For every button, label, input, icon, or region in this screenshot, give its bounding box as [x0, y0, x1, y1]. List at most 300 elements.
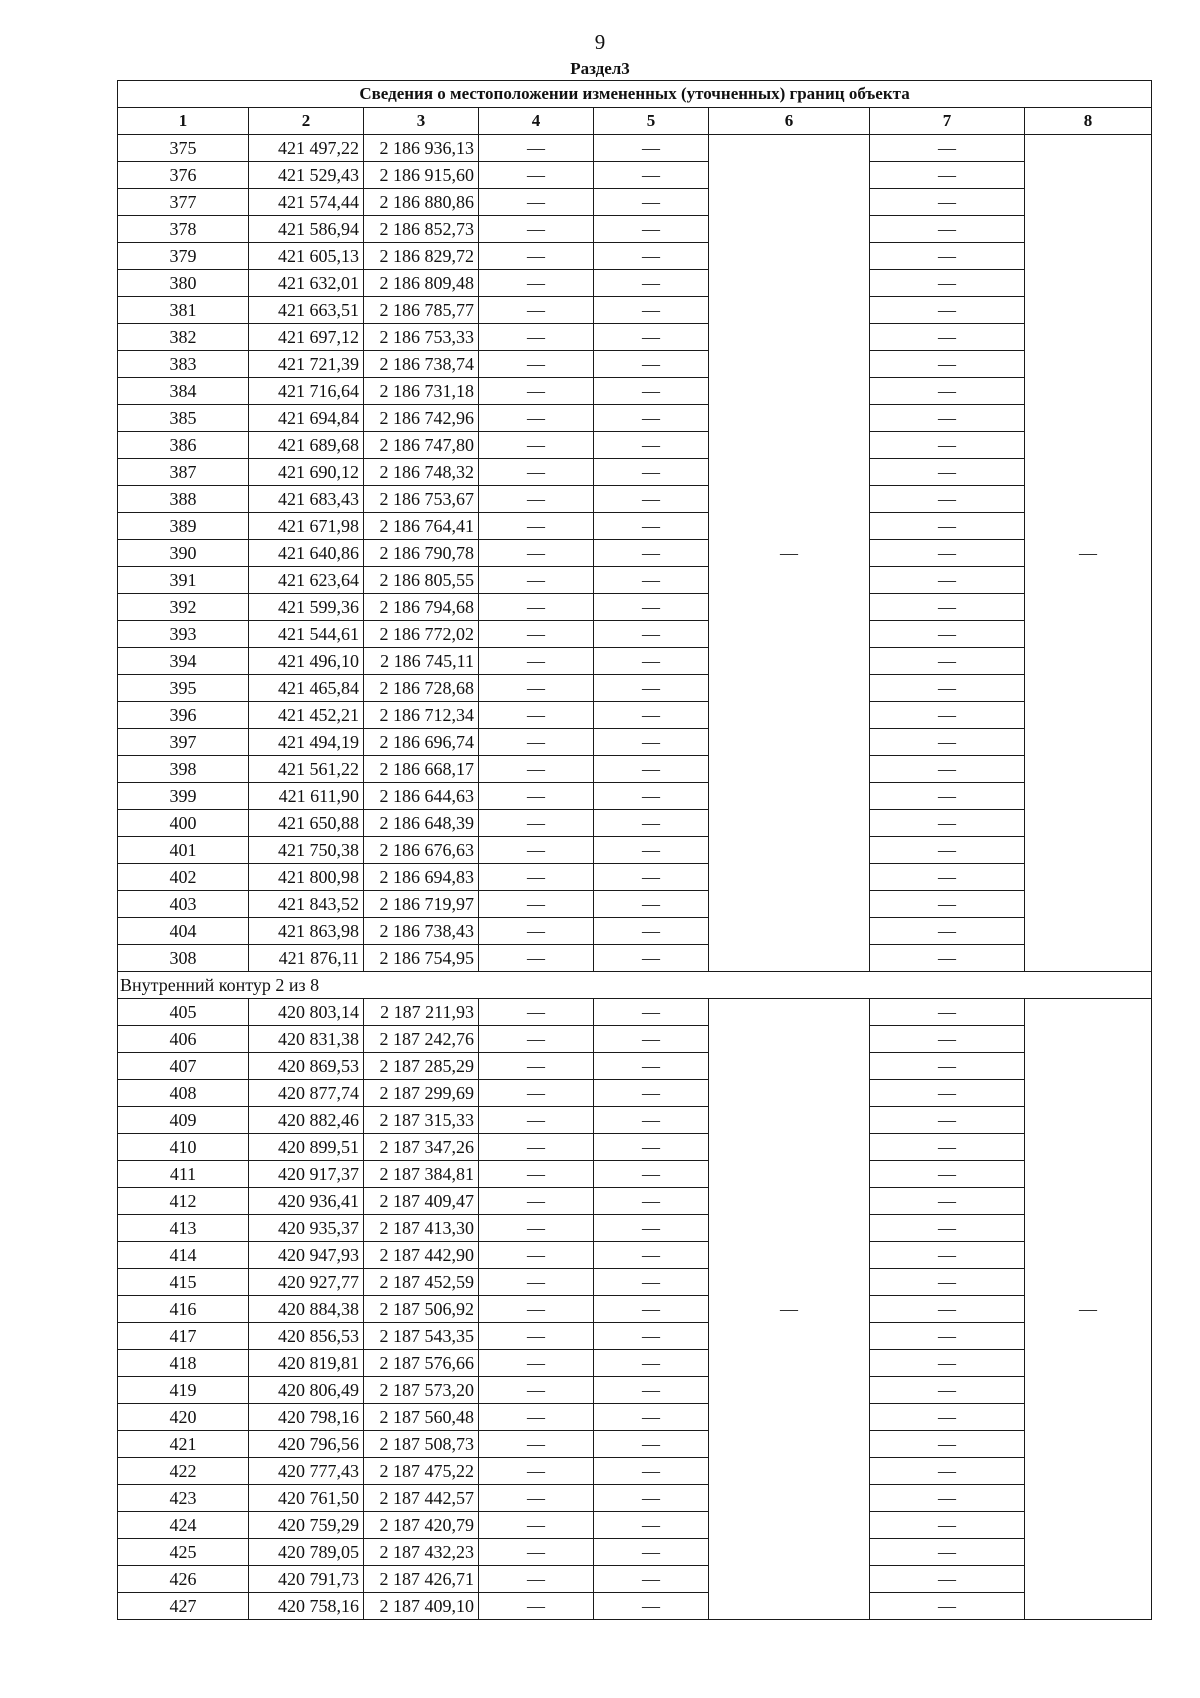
coordinate-x: 421 697,12: [249, 324, 364, 351]
coordinate-x: 420 869,53: [249, 1053, 364, 1080]
coordinate-x: 420 803,14: [249, 999, 364, 1026]
dash-cell: —: [479, 1458, 594, 1485]
point-number: 413: [118, 1215, 249, 1242]
coordinate-y: 2 186 696,74: [364, 729, 479, 756]
coordinate-y: 2 187 299,69: [364, 1080, 479, 1107]
dash-cell: —: [479, 810, 594, 837]
table-row: [118, 378, 1152, 405]
table-row: [118, 1485, 1152, 1512]
dash-cell: —: [479, 1350, 594, 1377]
coordinate-x: 421 599,36: [249, 594, 364, 621]
coordinate-x: 420 791,73: [249, 1566, 364, 1593]
coordinate-x: 420 806,49: [249, 1377, 364, 1404]
coordinate-y: 2 186 745,11: [364, 648, 479, 675]
point-number: 375: [118, 135, 249, 162]
table-row: [118, 594, 1152, 621]
dash-cell: —: [479, 648, 594, 675]
table-row: [118, 1323, 1152, 1350]
coordinate-y: 2 186 753,67: [364, 486, 479, 513]
coordinate-y: 2 187 347,26: [364, 1134, 479, 1161]
dash-cell: —: [594, 729, 709, 756]
dash-cell: —: [479, 540, 594, 567]
dash-cell: —: [479, 1593, 594, 1620]
dash-cell: —: [479, 270, 594, 297]
dash-cell: —: [870, 1377, 1025, 1404]
coordinate-y: 2 186 644,63: [364, 783, 479, 810]
dash-cell: —: [479, 1242, 594, 1269]
coordinate-x: 421 876,11: [249, 945, 364, 972]
dash-cell: —: [870, 189, 1025, 216]
coordinate-y: 2 186 753,33: [364, 324, 479, 351]
coordinate-x: 421 561,22: [249, 756, 364, 783]
dash-cell: —: [870, 270, 1025, 297]
column-number: 7: [870, 108, 1025, 135]
dash-cell: —: [479, 1377, 594, 1404]
column-number-row: [118, 108, 1152, 135]
dash-cell: —: [479, 594, 594, 621]
coordinate-x: 421 650,88: [249, 810, 364, 837]
coordinate-y: 2 186 668,17: [364, 756, 479, 783]
dash-cell: —: [479, 189, 594, 216]
column-number: 8: [1025, 108, 1152, 135]
table-caption: Сведения о местоположении измененных (уточненных) границ объекта: [118, 81, 1152, 108]
dash-cell: —: [594, 756, 709, 783]
point-number: 400: [118, 810, 249, 837]
point-number: 414: [118, 1242, 249, 1269]
coordinate-y: 2 187 452,59: [364, 1269, 479, 1296]
dash-cell: —: [594, 1593, 709, 1620]
table-row: [118, 1134, 1152, 1161]
coordinate-y: 2 186 728,68: [364, 675, 479, 702]
coordinate-y: 2 186 772,02: [364, 621, 479, 648]
table-row: [118, 540, 1152, 567]
table-row: [118, 1269, 1152, 1296]
coordinate-x: 421 671,98: [249, 513, 364, 540]
coordinate-y: 2 187 508,73: [364, 1431, 479, 1458]
point-number: 408: [118, 1080, 249, 1107]
dash-cell: —: [594, 162, 709, 189]
point-number: 419: [118, 1377, 249, 1404]
coordinate-x: 421 683,43: [249, 486, 364, 513]
coordinate-x: 420 884,38: [249, 1296, 364, 1323]
point-number: 424: [118, 1512, 249, 1539]
coordinate-y: 2 187 442,90: [364, 1242, 479, 1269]
point-number: 390: [118, 540, 249, 567]
dash-cell: —: [479, 999, 594, 1026]
page-number: 9: [594, 30, 606, 54]
dash-cell: —: [594, 1512, 709, 1539]
dash-cell: —: [594, 405, 709, 432]
point-number: 383: [118, 351, 249, 378]
coordinate-x: 421 465,84: [249, 675, 364, 702]
point-number: 376: [118, 162, 249, 189]
dash-cell: —: [479, 243, 594, 270]
dash-cell: —: [870, 378, 1025, 405]
dash-cell: —: [594, 324, 709, 351]
dash-cell: —: [870, 648, 1025, 675]
dash-cell: —: [594, 837, 709, 864]
dash-cell: —: [594, 1107, 709, 1134]
table-row: [118, 1350, 1152, 1377]
point-number: 406: [118, 1026, 249, 1053]
point-number: 411: [118, 1161, 249, 1188]
dash-cell: —: [870, 702, 1025, 729]
dash-cell: —: [594, 1377, 709, 1404]
column-number: 4: [479, 108, 594, 135]
table-row: [118, 702, 1152, 729]
point-number: 397: [118, 729, 249, 756]
dash-cell: —: [479, 1296, 594, 1323]
coordinate-x: 420 831,38: [249, 1026, 364, 1053]
dash-cell: —: [870, 810, 1025, 837]
coordinate-x: 420 796,56: [249, 1431, 364, 1458]
table-row: [118, 729, 1152, 756]
dash-cell: —: [594, 1188, 709, 1215]
dash-cell: —: [594, 1215, 709, 1242]
dash-cell: —: [594, 1053, 709, 1080]
point-number: 395: [118, 675, 249, 702]
dash-cell: —: [594, 1161, 709, 1188]
table-row: [118, 891, 1152, 918]
column-number: 2: [249, 108, 364, 135]
point-number: 379: [118, 243, 249, 270]
point-number: 404: [118, 918, 249, 945]
coordinate-y: 2 186 754,95: [364, 945, 479, 972]
dash-cell: —: [594, 1539, 709, 1566]
dash-cell: —: [870, 1188, 1025, 1215]
dash-cell: —: [870, 1323, 1025, 1350]
dash-cell: —: [479, 1161, 594, 1188]
point-number: 394: [118, 648, 249, 675]
table-row: [118, 648, 1152, 675]
dash-cell: —: [479, 945, 594, 972]
dash-cell: —: [870, 1107, 1025, 1134]
coordinate-y: 2 186 936,13: [364, 135, 479, 162]
dash-cell: —: [870, 1512, 1025, 1539]
dash-cell: —: [479, 216, 594, 243]
dash-cell: —: [870, 1134, 1025, 1161]
dash-cell: —: [479, 729, 594, 756]
column-number: 1: [118, 108, 249, 135]
coordinate-y: 2 186 738,43: [364, 918, 479, 945]
dash-cell: —: [870, 918, 1025, 945]
dash-cell: —: [870, 783, 1025, 810]
table-row: [118, 351, 1152, 378]
coordinate-y: 2 187 432,23: [364, 1539, 479, 1566]
table-row: [118, 324, 1152, 351]
contour-label: Внутренний контур 2 из 8: [118, 972, 1152, 999]
dash-cell: —: [870, 432, 1025, 459]
coordinate-x: 421 494,19: [249, 729, 364, 756]
point-number: 420: [118, 1404, 249, 1431]
dash-cell: —: [479, 351, 594, 378]
table-row: [118, 675, 1152, 702]
dash-cell: —: [870, 1026, 1025, 1053]
dash-cell: —: [479, 405, 594, 432]
coordinate-y: 2 187 442,57: [364, 1485, 479, 1512]
table-row: [118, 756, 1152, 783]
dash-cell: —: [870, 621, 1025, 648]
point-number: 415: [118, 1269, 249, 1296]
point-number: 402: [118, 864, 249, 891]
merged-dash-cell: —: [709, 999, 870, 1620]
coordinate-x: 421 586,94: [249, 216, 364, 243]
coordinate-x: 420 927,77: [249, 1269, 364, 1296]
dash-cell: —: [594, 1431, 709, 1458]
coordinate-x: 420 917,37: [249, 1161, 364, 1188]
table-row: [118, 1215, 1152, 1242]
dash-cell: —: [479, 783, 594, 810]
coordinate-x: 421 750,38: [249, 837, 364, 864]
dash-cell: —: [479, 1053, 594, 1080]
dash-cell: —: [594, 270, 709, 297]
dash-cell: —: [479, 837, 594, 864]
dash-cell: —: [870, 513, 1025, 540]
dash-cell: —: [870, 837, 1025, 864]
coordinate-x: 420 856,53: [249, 1323, 364, 1350]
coordinate-x: 421 529,43: [249, 162, 364, 189]
table-row: [118, 1242, 1152, 1269]
coordinate-x: 420 882,46: [249, 1107, 364, 1134]
coordinate-x: 420 899,51: [249, 1134, 364, 1161]
table-row: [118, 189, 1152, 216]
table-row: [118, 621, 1152, 648]
table-row: [118, 1512, 1152, 1539]
dash-cell: —: [594, 945, 709, 972]
dash-cell: —: [870, 675, 1025, 702]
dash-cell: —: [870, 756, 1025, 783]
point-number: 384: [118, 378, 249, 405]
dash-cell: —: [479, 1188, 594, 1215]
coordinate-y: 2 187 475,22: [364, 1458, 479, 1485]
point-number: 393: [118, 621, 249, 648]
table-row: [118, 1431, 1152, 1458]
dash-cell: —: [479, 459, 594, 486]
dash-cell: —: [594, 594, 709, 621]
dash-cell: —: [870, 945, 1025, 972]
table-row: [118, 297, 1152, 324]
point-number: 308: [118, 945, 249, 972]
table-row: [118, 1107, 1152, 1134]
dash-cell: —: [594, 918, 709, 945]
dash-cell: —: [479, 1512, 594, 1539]
coordinate-x: 421 689,68: [249, 432, 364, 459]
dash-cell: —: [479, 486, 594, 513]
dash-cell: —: [479, 1215, 594, 1242]
point-number: 396: [118, 702, 249, 729]
table-row: [118, 1593, 1152, 1620]
dash-cell: —: [870, 1458, 1025, 1485]
point-number: 388: [118, 486, 249, 513]
table-row: [118, 999, 1152, 1026]
point-number: 399: [118, 783, 249, 810]
coordinate-y: 2 187 211,93: [364, 999, 479, 1026]
column-number: 6: [709, 108, 870, 135]
coordinate-x: 420 759,29: [249, 1512, 364, 1539]
point-number: 417: [118, 1323, 249, 1350]
coordinate-y: 2 186 738,74: [364, 351, 479, 378]
table-row: [118, 1296, 1152, 1323]
dash-cell: —: [870, 1431, 1025, 1458]
dash-cell: —: [594, 189, 709, 216]
point-number: 412: [118, 1188, 249, 1215]
dash-cell: —: [479, 918, 594, 945]
dash-cell: —: [594, 378, 709, 405]
table-row: [118, 432, 1152, 459]
point-number: 401: [118, 837, 249, 864]
point-number: 389: [118, 513, 249, 540]
coordinate-x: 421 640,86: [249, 540, 364, 567]
coordinate-y: 2 187 285,29: [364, 1053, 479, 1080]
dash-cell: —: [594, 891, 709, 918]
dash-cell: —: [594, 432, 709, 459]
contour-label-row: [118, 972, 1152, 999]
coordinate-x: 421 496,10: [249, 648, 364, 675]
coordinate-x: 420 936,41: [249, 1188, 364, 1215]
dash-cell: —: [870, 729, 1025, 756]
dash-cell: —: [594, 351, 709, 378]
coordinate-x: 420 758,16: [249, 1593, 364, 1620]
point-number: 421: [118, 1431, 249, 1458]
table-row: [118, 270, 1152, 297]
merged-dash-cell: —: [1025, 999, 1152, 1620]
coordinate-y: 2 186 764,41: [364, 513, 479, 540]
table-row: [118, 459, 1152, 486]
merged-dash-cell: —: [1025, 135, 1152, 972]
dash-cell: —: [594, 1566, 709, 1593]
coordinate-y: 2 186 694,83: [364, 864, 479, 891]
section-title: Раздел3: [570, 59, 630, 78]
coordinate-y: 2 187 420,79: [364, 1512, 479, 1539]
point-number: 426: [118, 1566, 249, 1593]
point-number: 391: [118, 567, 249, 594]
coordinate-y: 2 187 576,66: [364, 1350, 479, 1377]
dash-cell: —: [594, 243, 709, 270]
coordinate-x: 420 798,16: [249, 1404, 364, 1431]
coordinate-x: 421 690,12: [249, 459, 364, 486]
dash-cell: —: [594, 810, 709, 837]
coordinate-x: 420 761,50: [249, 1485, 364, 1512]
table-row: [118, 1026, 1152, 1053]
point-number: 423: [118, 1485, 249, 1512]
column-number: 5: [594, 108, 709, 135]
dash-cell: —: [870, 1485, 1025, 1512]
dash-cell: —: [870, 1053, 1025, 1080]
coordinate-x: 421 497,22: [249, 135, 364, 162]
coordinate-x: 421 694,84: [249, 405, 364, 432]
coordinate-y: 2 186 829,72: [364, 243, 479, 270]
table-row: [118, 837, 1152, 864]
coordinate-x: 421 574,44: [249, 189, 364, 216]
coordinate-y: 2 187 413,30: [364, 1215, 479, 1242]
coordinate-x: 420 877,74: [249, 1080, 364, 1107]
table-row: [118, 1539, 1152, 1566]
dash-cell: —: [870, 486, 1025, 513]
dash-cell: —: [870, 1080, 1025, 1107]
coordinate-y: 2 186 852,73: [364, 216, 479, 243]
point-number: 378: [118, 216, 249, 243]
point-number: 425: [118, 1539, 249, 1566]
dash-cell: —: [594, 621, 709, 648]
dash-cell: —: [594, 1296, 709, 1323]
table-row: [118, 243, 1152, 270]
point-number: 407: [118, 1053, 249, 1080]
table-row: [118, 1458, 1152, 1485]
dash-cell: —: [479, 1323, 594, 1350]
point-number: 418: [118, 1350, 249, 1377]
dash-cell: —: [870, 1404, 1025, 1431]
coordinate-y: 2 187 426,71: [364, 1566, 479, 1593]
table-row: [118, 1404, 1152, 1431]
table-row: [118, 567, 1152, 594]
dash-cell: —: [870, 135, 1025, 162]
point-number: 427: [118, 1593, 249, 1620]
dash-cell: —: [870, 1161, 1025, 1188]
coordinate-y: 2 186 712,34: [364, 702, 479, 729]
dash-cell: —: [479, 378, 594, 405]
coordinate-x: 421 611,90: [249, 783, 364, 810]
dash-cell: —: [479, 675, 594, 702]
dash-cell: —: [870, 405, 1025, 432]
dash-cell: —: [594, 702, 709, 729]
dash-cell: —: [870, 1215, 1025, 1242]
coordinate-y: 2 186 648,39: [364, 810, 479, 837]
dash-cell: —: [870, 324, 1025, 351]
dash-cell: —: [594, 1404, 709, 1431]
coordinate-y: 2 186 719,97: [364, 891, 479, 918]
dash-cell: —: [870, 1269, 1025, 1296]
coordinate-x: 421 623,64: [249, 567, 364, 594]
point-number: 392: [118, 594, 249, 621]
coordinate-x: 420 819,81: [249, 1350, 364, 1377]
coordinate-x: 420 777,43: [249, 1458, 364, 1485]
dash-cell: —: [479, 1107, 594, 1134]
coordinate-x: 421 663,51: [249, 297, 364, 324]
coordinate-x: 421 800,98: [249, 864, 364, 891]
dash-cell: —: [870, 1350, 1025, 1377]
dash-cell: —: [594, 1134, 709, 1161]
dash-cell: —: [479, 513, 594, 540]
coordinate-y: 2 186 785,77: [364, 297, 479, 324]
table-row: [118, 1053, 1152, 1080]
dash-cell: —: [479, 891, 594, 918]
dash-cell: —: [870, 540, 1025, 567]
coordinate-y: 2 186 915,60: [364, 162, 479, 189]
table-row: [118, 1161, 1152, 1188]
coordinate-x: 420 947,93: [249, 1242, 364, 1269]
dash-cell: —: [594, 513, 709, 540]
table-row: [118, 405, 1152, 432]
coordinate-y: 2 187 384,81: [364, 1161, 479, 1188]
coordinate-y: 2 186 747,80: [364, 432, 479, 459]
point-number: 416: [118, 1296, 249, 1323]
dash-cell: —: [479, 1431, 594, 1458]
dash-cell: —: [479, 1269, 594, 1296]
table-row: [118, 810, 1152, 837]
dash-cell: —: [870, 243, 1025, 270]
point-number: 409: [118, 1107, 249, 1134]
dash-cell: —: [594, 1242, 709, 1269]
dash-cell: —: [594, 486, 709, 513]
dash-cell: —: [479, 1539, 594, 1566]
coordinate-x: 420 789,05: [249, 1539, 364, 1566]
dash-cell: —: [479, 864, 594, 891]
point-number: 380: [118, 270, 249, 297]
coordinate-x: 421 721,39: [249, 351, 364, 378]
table-row: [118, 216, 1152, 243]
dash-cell: —: [594, 675, 709, 702]
coordinate-y: 2 186 790,78: [364, 540, 479, 567]
